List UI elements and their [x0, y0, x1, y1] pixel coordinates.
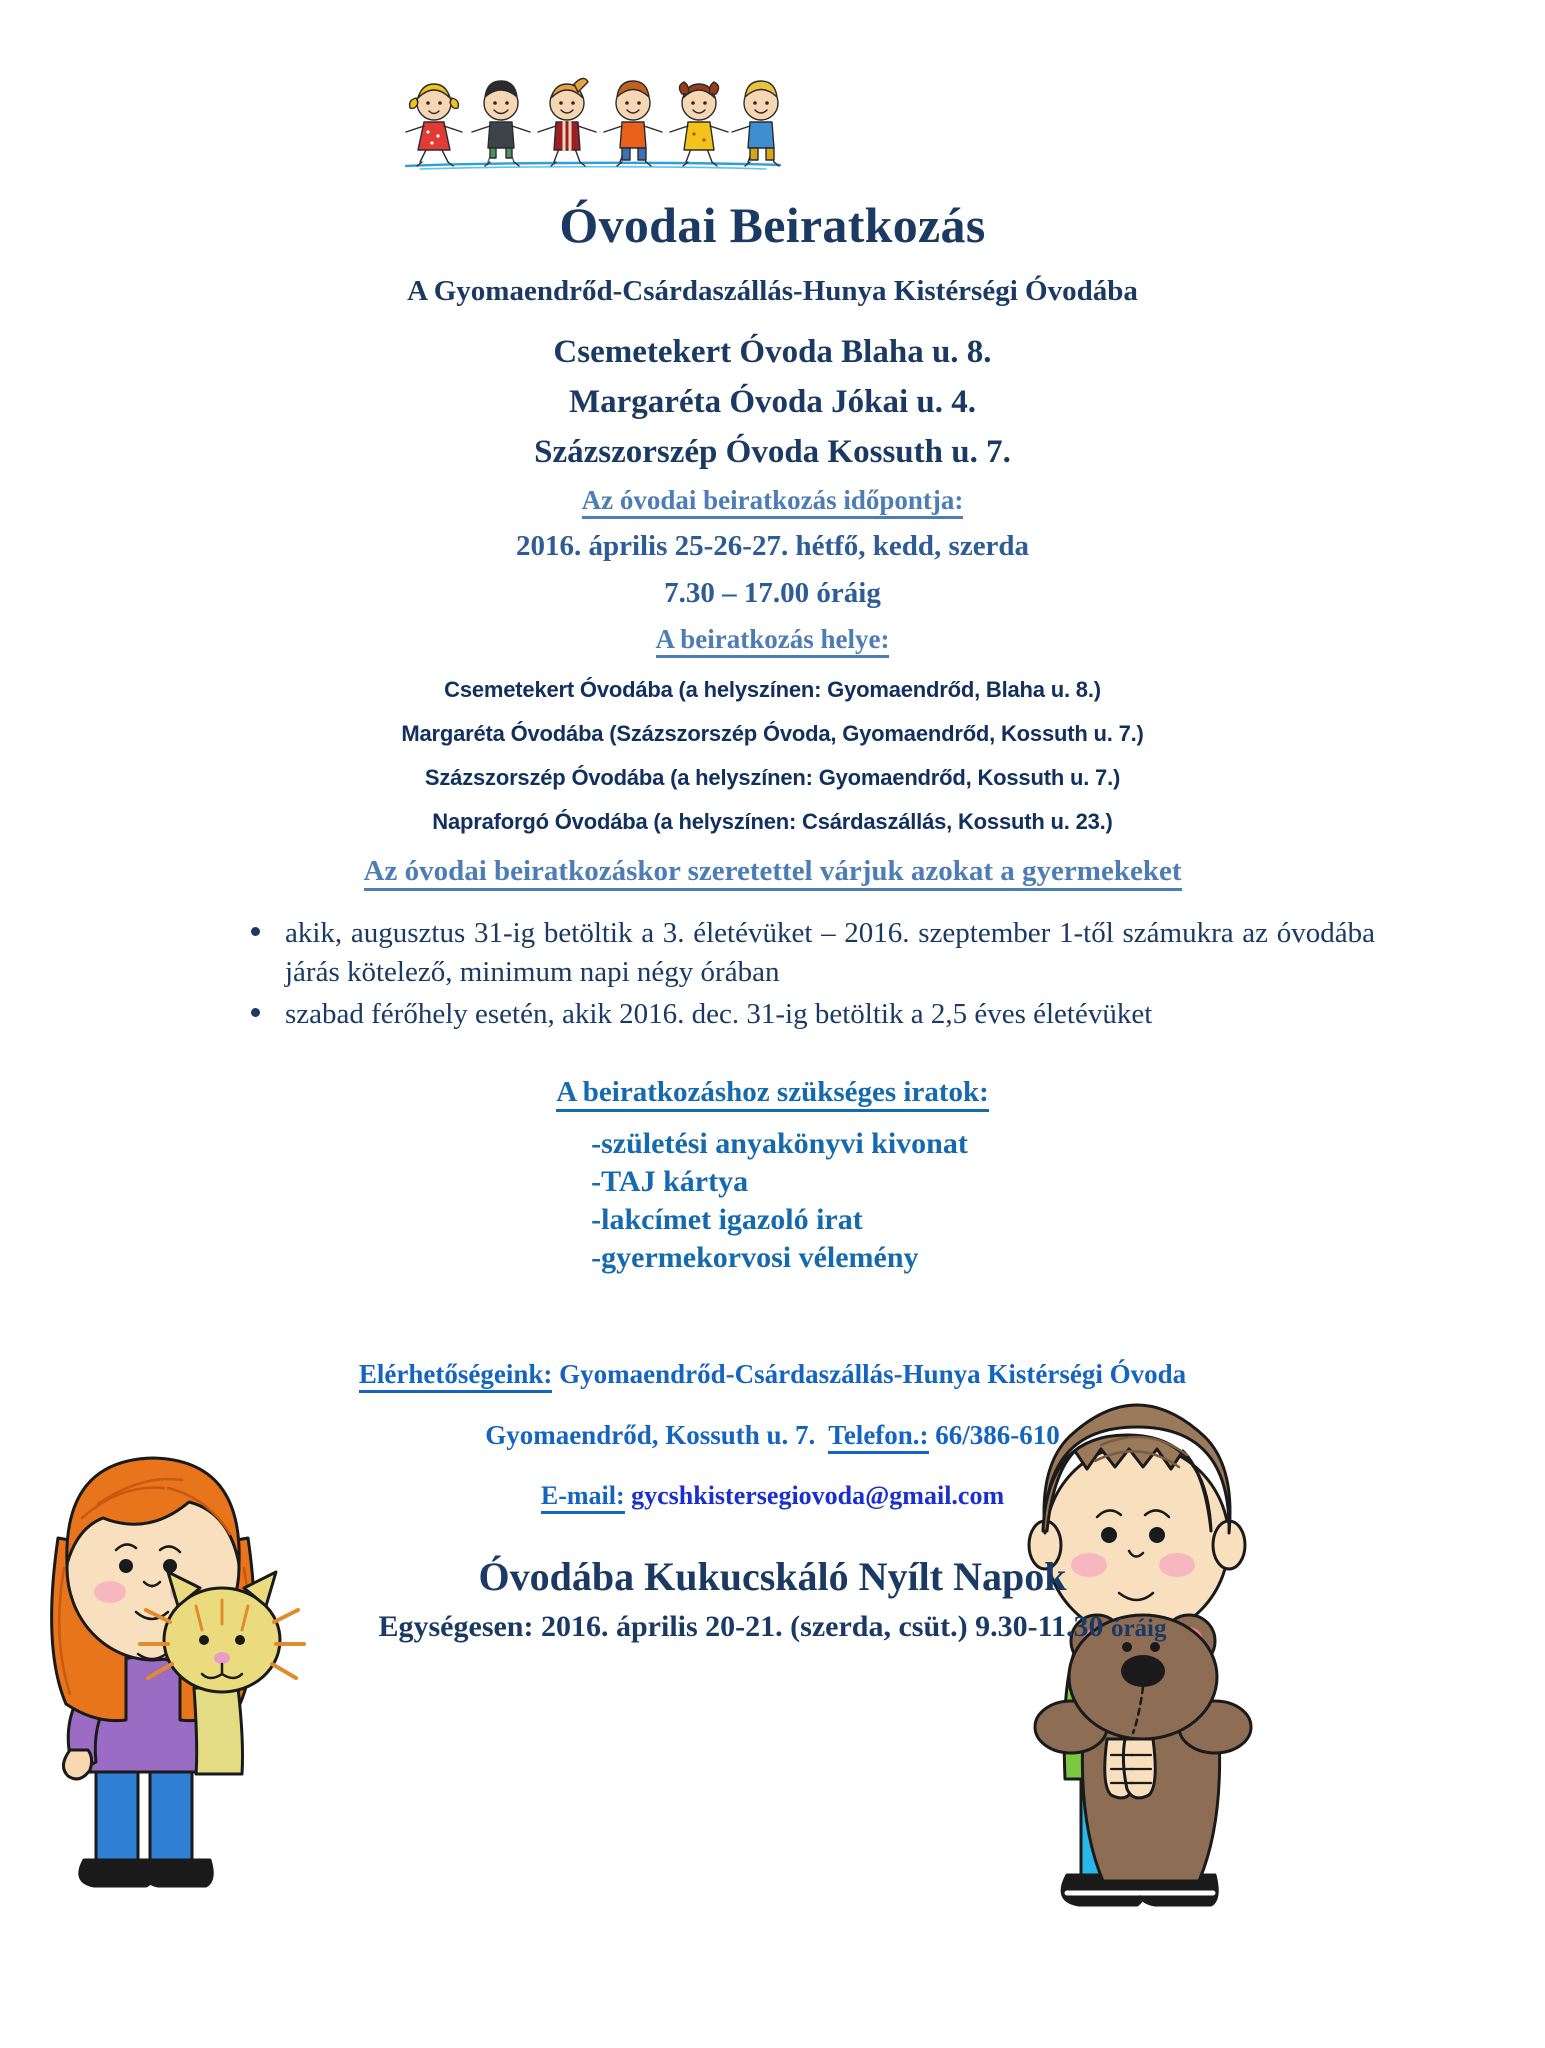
- contact-phone-label: Telefon.:: [828, 1420, 928, 1454]
- eligibility-item-2-text: szabad férőhely esetén, akik 2016. dec. 31-ig betöltik a 2,5 éves életévüket: [285, 998, 1153, 1031]
- list-item: -születési anyakönyvi kivonat: [591, 1126, 968, 1160]
- kindergarten-line-2: Margaréta Óvoda Jókai u. 4.: [569, 384, 976, 420]
- contact-email-line: [0, 1451, 1545, 1511]
- page-title: Óvodai Beiratkozás: [559, 197, 986, 253]
- venue-line-3: Százszorszép Óvodába (a helyszínen: Gyomaendrőd, Kossuth u. 7.): [424, 765, 1121, 790]
- list-item: -gyermekorvosi vélemény: [591, 1240, 919, 1274]
- page-subtitle: A Gyomaendrőd-Csárdaszállás-Hunya Kistérségi Óvodába: [407, 275, 1138, 307]
- bullet-dot-icon: [251, 927, 260, 936]
- bullet-dot-icon: [251, 1008, 260, 1017]
- open-days-hours: 9.30-11.30: [975, 1610, 1104, 1644]
- eligibility-item-1-text: akik, augusztus 31-ig betöltik a 3. életévüket – 2016. szeptember 1-től számukra az óvodába járás kötelező, minimum napi négy órában: [285, 917, 1375, 988]
- eligibility-heading: [0, 835, 1545, 888]
- documents-heading-text: A beiratkozáshoz szükséges iratok:: [556, 1076, 989, 1112]
- eligibility-heading-text: Az óvodai beiratkozáskor szeretettel várjuk azokat a gyermekeket: [364, 855, 1182, 891]
- venue-line-2: Margaréta Óvodába (Százszorszép Óvoda, Gyomaendrőd, Kossuth u. 7.): [401, 721, 1144, 746]
- contact-email-label: E-mail:: [541, 1481, 625, 1514]
- kindergarten-line-3: Százszorszép Óvoda Kossuth u. 7.: [534, 434, 1011, 470]
- schedule-heading: [0, 471, 1545, 516]
- contact-institution-line: [0, 1277, 1545, 1390]
- open-days-dates: 2016. április 20-21. (szerda, csüt.): [540, 1610, 968, 1644]
- eligibility-list: [0, 888, 1545, 1034]
- schedule-heading-text: Az óvodai beiratkozás időpontja:: [582, 485, 964, 519]
- kindergarten-line-1: Csemetekert Óvoda Blaha u. 8.: [553, 334, 992, 370]
- contact-address-line: [0, 1390, 1545, 1451]
- open-days-title: Óvodába Kukucskáló Nyílt Napok: [478, 1554, 1067, 1600]
- list-item: [245, 914, 1375, 991]
- contact-email[interactable]: gycshkistersegiovoda@gmail.com: [631, 1481, 1005, 1511]
- documents-heading: [0, 1038, 1545, 1109]
- open-days-hours-suffix: óráig: [1110, 1615, 1167, 1643]
- contact-availability-label: Elérhetőségeink:: [359, 1359, 552, 1393]
- schedule-dates: 2016. április 25-26-27. hétfő, kedd, szerda: [515, 530, 1030, 562]
- list-item: -TAJ kártya: [591, 1164, 749, 1198]
- open-days-details: [0, 1600, 1545, 1644]
- list-item: -lakcímet igazoló irat: [591, 1202, 863, 1236]
- contact-phone[interactable]: 66/386-610: [935, 1420, 1060, 1451]
- documents-list: [0, 1109, 1545, 1277]
- venues-heading: [0, 610, 1545, 655]
- venues-heading-text: A beiratkozás helye:: [656, 624, 890, 658]
- list-item: [245, 995, 1375, 1034]
- schedule-hours: 7.30 – 17.00 óráig: [664, 577, 881, 609]
- contact-institution: Gyomaendrőd-Csárdaszállás-Hunya Kistérségi Óvoda: [559, 1359, 1187, 1390]
- venue-line-4: Napraforgó Óvodába (a helyszínen: Csárdaszállás, Kossuth u. 23.): [432, 809, 1113, 834]
- contact-address: Gyomaendrőd, Kossuth u. 7.: [485, 1420, 816, 1451]
- open-days-uniform-label: Egységesen:: [378, 1610, 534, 1644]
- venue-line-1: Csemetekert Óvodába (a helyszínen: Gyomaendrőd, Blaha u. 8.): [444, 677, 1101, 702]
